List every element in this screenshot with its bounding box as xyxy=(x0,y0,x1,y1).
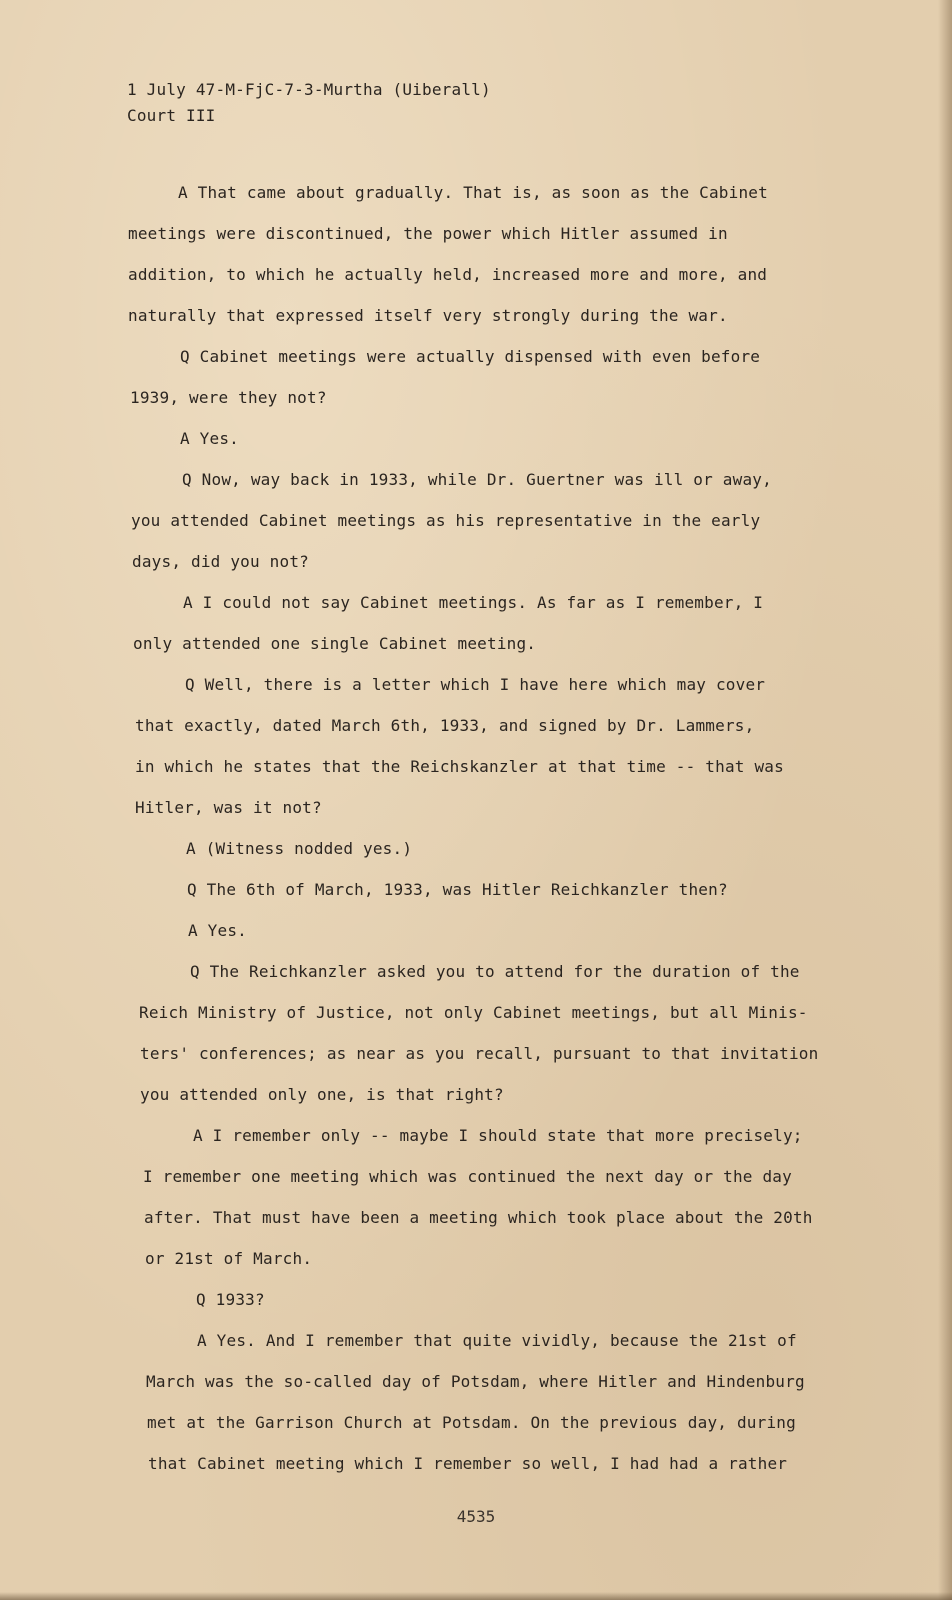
transcript-line: A I could not say Cabinet meetings. As far as I remember, I xyxy=(183,593,764,612)
transcript-line: A (Witness nodded yes.) xyxy=(186,839,413,858)
transcript-line: Reich Ministry of Justice, not only Cabinet meetings, but all Minis- xyxy=(139,1003,808,1022)
transcript-line: Q Now, way back in 1933, while Dr. Guertner was ill or away, xyxy=(182,470,772,489)
header-line-court: Court III xyxy=(127,106,216,125)
page-number: 4535 xyxy=(456,1507,496,1526)
transcript-line: Q The 6th of March, 1933, was Hitler Reichkanzler then? xyxy=(187,880,728,899)
transcript-line: that Cabinet meeting which I remember so well, I had had a rather xyxy=(148,1454,788,1473)
transcript-line: 1939, were they not? xyxy=(130,388,327,407)
transcript-line: Q 1933? xyxy=(196,1290,265,1309)
transcript-line: March was the so-called day of Potsdam, where Hitler and Hindenburg xyxy=(146,1372,805,1391)
transcript-line: Hitler, was it not? xyxy=(135,798,322,817)
transcript-line: meetings were discontinued, the power which Hitler assumed in xyxy=(128,224,728,243)
transcript-line: you attended only one, is that right? xyxy=(140,1085,504,1104)
transcript-line: after. That must have been a meeting which took place about the 20th xyxy=(144,1208,813,1227)
transcript-line: I remember one meeting which was continued the next day or the day xyxy=(143,1167,792,1186)
transcript-line: you attended Cabinet meetings as his representative in the early xyxy=(131,511,761,530)
transcript-line: A That came about gradually. That is, as soon as the Cabinet xyxy=(178,183,768,202)
transcript-line: A Yes. xyxy=(188,921,247,940)
transcript-line: Q The Reichkanzler asked you to attend for the duration of the xyxy=(190,962,800,981)
transcript-line: days, did you not? xyxy=(132,552,309,571)
transcript-line: addition, to which he actually held, increased more and more, and xyxy=(128,265,768,284)
transcript-line: Q Cabinet meetings were actually dispensed with even before xyxy=(180,347,761,366)
transcript-line: only attended one single Cabinet meeting. xyxy=(133,634,537,653)
transcript-line: that exactly, dated March 6th, 1933, and signed by Dr. Lammers, xyxy=(135,716,755,735)
transcript-line: or 21st of March. xyxy=(145,1249,313,1268)
transcript-line: in which he states that the Reichskanzler at that time -- that was xyxy=(135,757,784,776)
transcript-line: A Yes. xyxy=(180,429,239,448)
transcript-line: Q Well, there is a letter which I have here which may cover xyxy=(185,675,766,694)
transcript-line: naturally that expressed itself very strongly during the war. xyxy=(128,306,728,325)
transcript-line: ters' conferences; as near as you recall, pursuant to that invitation xyxy=(140,1044,819,1063)
page-edge-shadow xyxy=(938,0,952,1600)
transcript-line: met at the Garrison Church at Potsdam. On the previous day, during xyxy=(147,1413,796,1432)
header-line-session: 1 July 47-M-FjC-7-3-Murtha (Uiberall) xyxy=(127,80,491,99)
transcript-line: A I remember only -- maybe I should state that more precisely; xyxy=(193,1126,803,1145)
page-bottom-shadow xyxy=(0,1592,952,1600)
transcript-line: A Yes. And I remember that quite vividly, because the 21st of xyxy=(197,1331,797,1350)
